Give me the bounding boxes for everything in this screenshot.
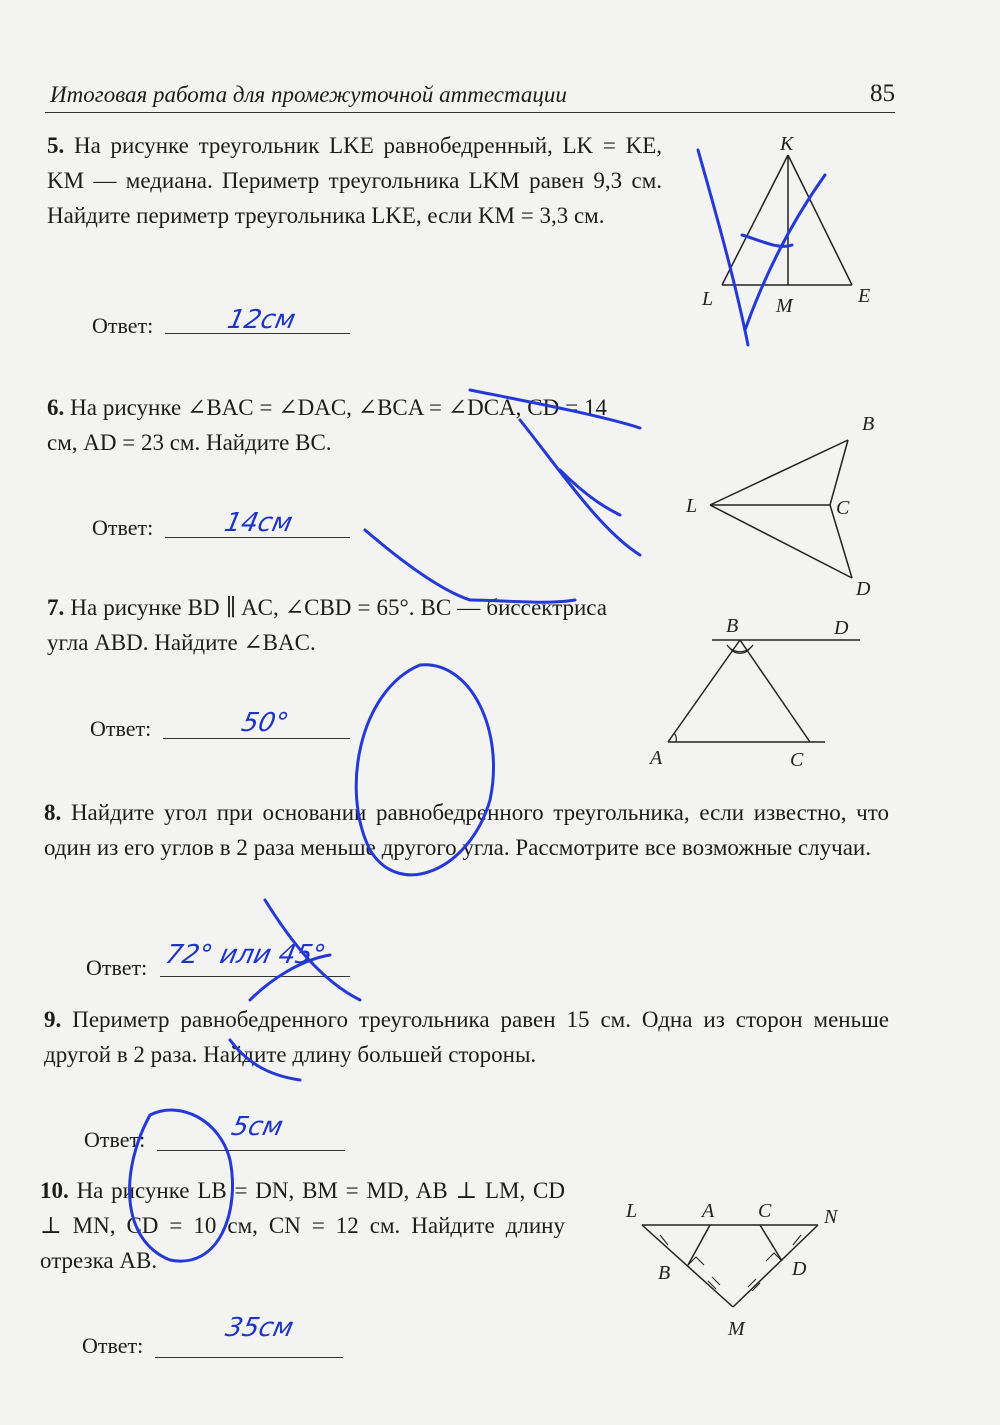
answer-7-handwritten: 50° <box>238 708 292 738</box>
answer-10-label: Ответ: <box>82 1333 144 1358</box>
problem-10-figure <box>618 1195 858 1355</box>
fig7-label-a: A <box>650 747 663 769</box>
problem-6-figure <box>680 410 880 600</box>
answer-6-label: Ответ: <box>92 515 154 540</box>
problem-9-number: 9. <box>44 1007 62 1032</box>
page-number: 85 <box>870 80 895 107</box>
fig5-label-e: E <box>858 285 871 307</box>
running-header-title: Итоговая работа для промежуточной аттестации <box>50 82 567 107</box>
problem-9-text: Периметр равнобедренного треугольника равен 15 см. Одна из сторон меньше другой в 2 раза. Найдите длину большей стороны. <box>44 1007 889 1067</box>
problem-7-text: На рисунке BD ∥ AC, ∠CBD = 65°. BC — биссектриса угла ABD. Найдите ∠BAC. <box>47 595 607 655</box>
problem-9 <box>44 1002 889 1072</box>
problem-5-figure <box>700 130 900 320</box>
problem-10-number: 10. <box>40 1178 69 1203</box>
answer-9-handwritten: 5см <box>228 1112 286 1142</box>
answer-7-line <box>163 738 350 739</box>
problem-8-number: 8. <box>44 800 62 825</box>
fig7-label-d: D <box>834 617 849 639</box>
problem-8-text: Найдите угол при основании равнобедренного треугольника, если известно, что один из его углов в 2 раза меньше другого угла. Рассмотрите все возможные случаи. <box>44 800 890 860</box>
answer-9-label: Ответ: <box>84 1127 146 1152</box>
fig10-label-l: L <box>626 1200 638 1222</box>
answer-8-label: Ответ: <box>86 955 148 980</box>
fig10-label-d: D <box>792 1258 807 1280</box>
fig7-label-b: B <box>726 615 739 637</box>
answer-9-line <box>157 1150 345 1151</box>
problem-5-text: На рисунке треугольник LKE равнобедренный, LK = KE, KM — медиана. Периметр треугольника LKM равен 9,3 см. Найдите периметр треугольника LKE, если KM = 3,3 см. <box>47 133 663 228</box>
problem-6 <box>47 390 607 460</box>
problem-10 <box>40 1173 565 1278</box>
problem-7-figure <box>650 612 870 777</box>
problem-8 <box>44 795 889 865</box>
answer-6-handwritten: 14см <box>221 508 296 538</box>
problem-7-number: 7. <box>47 595 65 620</box>
answer-10-handwritten: 35см <box>222 1313 297 1343</box>
problem-5 <box>47 128 662 233</box>
answer-8-handwritten: 72° или 45° <box>162 940 329 970</box>
header-divider <box>45 112 895 113</box>
fig10-label-m: M <box>728 1318 745 1340</box>
answer-5-label: Ответ: <box>92 313 154 338</box>
fig6-label-d: D <box>856 578 871 600</box>
fig10-label-n: N <box>824 1206 838 1228</box>
fig10-label-a: A <box>702 1200 715 1222</box>
answer-5-handwritten: 12см <box>224 305 299 335</box>
fig6-label-c: C <box>836 497 850 519</box>
fig5-label-m: M <box>776 295 793 317</box>
fig5-label-l: L <box>702 288 714 310</box>
answer-8-line <box>160 976 350 977</box>
fig10-label-b: B <box>658 1262 671 1284</box>
fig7-label-c: C <box>790 749 804 771</box>
problem-7 <box>47 590 607 660</box>
answer-7-label: Ответ: <box>90 716 152 741</box>
problem-10-text: На рисунке LB = DN, BM = MD, AB ⊥ LM, CD ⊥ MN, CD = 10 см, CN = 12 см. Найдите длину отрезка AB. <box>40 1178 565 1273</box>
problem-6-text: На рисунке ∠BAC = ∠DAC, ∠BCA = ∠DCA, CD = 14 см, AD = 23 см. Найдите BC. <box>47 395 607 455</box>
fig6-label-b: B <box>862 413 875 435</box>
fig10-label-c: C <box>758 1200 772 1222</box>
fig5-label-k: K <box>780 133 794 155</box>
problem-5-number: 5. <box>47 133 65 158</box>
problem-6-number: 6. <box>47 395 65 420</box>
fig6-label-l: L <box>686 495 698 517</box>
answer-10-line <box>155 1357 343 1358</box>
